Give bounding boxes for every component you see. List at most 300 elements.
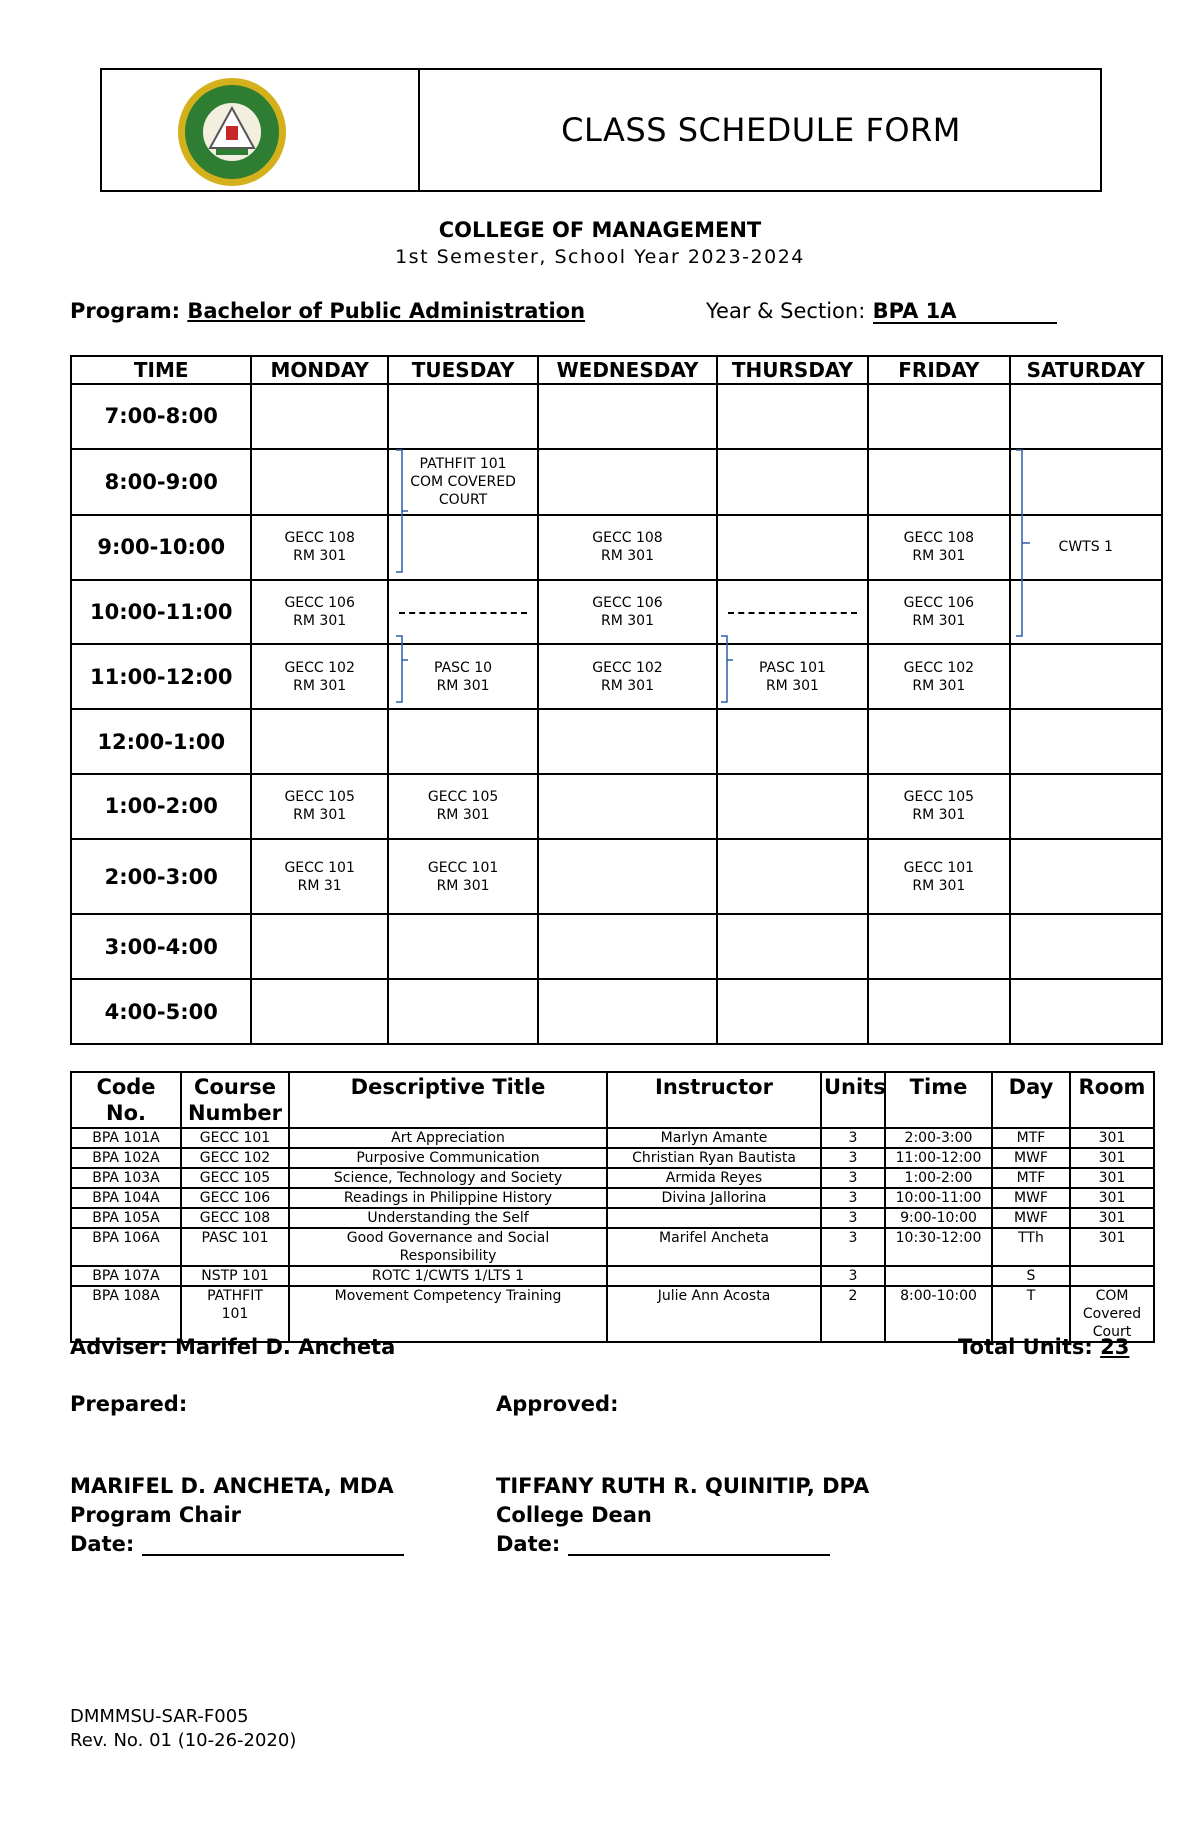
course-cell <box>992 1266 1070 1286</box>
schedule-header-time: TIME <box>71 356 251 384</box>
schedule-header-tuesday: TUESDAY <box>388 356 538 384</box>
course-cell-line: 301 <box>1098 1230 1126 1246</box>
schedule-cell-line: GECC 101 <box>427 859 499 876</box>
schedule-cell-line: RM 301 <box>912 877 966 894</box>
schedule-cell-line: COM COVERED <box>410 473 516 490</box>
course-cell-line: Movement Competency Training <box>334 1288 562 1304</box>
schedule-cell-line: COURT <box>438 491 488 508</box>
schedule-cell-line: GECC 102 <box>592 659 663 676</box>
time-slot: 7:00-8:00 <box>71 384 251 449</box>
adviser-name: Marifel D. Ancheta <box>174 1335 396 1359</box>
course-row <box>71 1208 1154 1228</box>
schedule-cell <box>538 580 716 645</box>
course-cell-line: 3 <box>848 1190 858 1206</box>
dash-separator <box>728 612 857 614</box>
course-cell <box>289 1266 607 1286</box>
schedule-cell-line: RM 301 <box>912 548 966 565</box>
course-cell-line: Court <box>1092 1324 1132 1340</box>
course-cell-line: PASC 101 <box>201 1230 269 1246</box>
schedule-cell <box>251 774 387 839</box>
schedule-cell <box>388 979 538 1044</box>
course-cell <box>71 1168 181 1188</box>
schedule-cell <box>717 449 868 515</box>
schedule-row <box>71 979 1162 1044</box>
course-cell <box>821 1188 885 1208</box>
course-cell <box>1070 1128 1154 1148</box>
schedule-cell-line: RM 301 <box>436 677 490 694</box>
schedule-body <box>71 384 1162 1044</box>
course-header-line: Time <box>909 1075 968 1099</box>
course-cell <box>71 1286 181 1342</box>
course-cell <box>821 1168 885 1188</box>
course-header-line: No. <box>106 1101 146 1125</box>
course-cell-line: 301 <box>1098 1210 1126 1226</box>
course-header <box>71 1072 181 1128</box>
course-cell <box>71 1148 181 1168</box>
schedule-row <box>71 774 1162 839</box>
course-row <box>71 1228 1154 1266</box>
schedule-row <box>71 644 1162 709</box>
course-header <box>181 1072 289 1128</box>
schedule-cell-line: GECC 105 <box>284 789 355 806</box>
schedule-cell <box>868 774 1009 839</box>
course-cell-line: Marlyn Amante <box>660 1130 768 1146</box>
course-cell-line: BPA 101A <box>92 1130 160 1146</box>
course-cell <box>71 1208 181 1228</box>
university-seal-icon <box>176 76 288 188</box>
adviser-label: Adviser: <box>70 1335 168 1359</box>
course-cell <box>181 1128 289 1148</box>
course-cell <box>607 1128 821 1148</box>
schedule-row <box>71 914 1162 979</box>
schedule-cell <box>538 384 716 449</box>
course-cell <box>885 1168 992 1188</box>
course-header-line: Room <box>1078 1075 1146 1099</box>
schedule-cell-line: GECC 105 <box>903 789 975 806</box>
course-cell <box>1070 1286 1154 1342</box>
schedule-cell <box>251 580 387 645</box>
course-cell-line: 2 <box>848 1288 858 1304</box>
approved-label: Approved: <box>496 1392 619 1416</box>
course-cell <box>71 1188 181 1208</box>
schedule-cell-line: GECC 105 <box>427 789 499 806</box>
schedule-cell-line: CWTS 1 <box>1058 539 1113 556</box>
course-cell <box>289 1208 607 1228</box>
schedule-cell-line: RM 301 <box>293 807 347 824</box>
schedule-cell-line: GECC 106 <box>592 595 663 612</box>
course-cell-line: 2:00-3:00 <box>904 1130 973 1146</box>
time-slot: 11:00-12:00 <box>71 644 251 709</box>
course-cell-line: 3 <box>848 1268 858 1284</box>
course-cell-line: BPA 108A <box>92 1288 160 1304</box>
schedule-cell <box>717 774 868 839</box>
course-cell <box>289 1286 607 1342</box>
prepared-date-blank <box>142 1532 404 1556</box>
course-cell-line: 11:00-12:00 <box>895 1150 982 1166</box>
course-cell-line: Understanding the Self <box>367 1210 529 1226</box>
schedule-cell <box>868 580 1009 645</box>
course-cell <box>885 1208 992 1228</box>
course-cell <box>289 1168 607 1188</box>
course-cell <box>1070 1168 1154 1188</box>
course-header <box>821 1072 885 1128</box>
schedule-cell <box>1010 644 1162 709</box>
course-header-row <box>71 1072 1154 1128</box>
time-slot: 8:00-9:00 <box>71 449 251 515</box>
schedule-cell <box>1010 914 1162 979</box>
schedule-cell-line: GECC 108 <box>592 530 663 547</box>
schedule-cell <box>538 449 716 515</box>
schedule-cell <box>388 914 538 979</box>
course-cell <box>71 1128 181 1148</box>
course-cell <box>821 1266 885 1286</box>
prepared-label: Prepared: <box>70 1392 188 1416</box>
course-cell-line: 9:00-10:00 <box>900 1210 977 1226</box>
course-cell-line: 3 <box>848 1210 858 1226</box>
schedule-cell-line: RM 301 <box>912 613 966 630</box>
schedule-cell-line: RM 31 <box>297 877 342 894</box>
schedule-cell <box>538 709 716 774</box>
course-cell <box>181 1188 289 1208</box>
course-cell-line: Art Appreciation <box>391 1130 505 1146</box>
course-cell <box>607 1208 821 1228</box>
course-header <box>607 1072 821 1128</box>
revision-number: Rev. No. 01 (10-26-2020) <box>70 1730 297 1751</box>
prepared-date-label: Date: <box>70 1532 135 1556</box>
schedule-cell <box>717 515 868 580</box>
schedule-cell-line: RM 301 <box>601 677 654 694</box>
course-cell <box>289 1128 607 1148</box>
course-cell-line: PATHFIT <box>207 1288 263 1304</box>
course-cell-line: BPA 106A <box>92 1230 160 1246</box>
course-cell-line: 10:30-12:00 <box>895 1230 982 1246</box>
schedule-cell-line: PATHFIT 101 <box>419 455 507 472</box>
schedule-cell <box>717 644 868 709</box>
form-code: DMMMSU-SAR-F005 <box>70 1706 249 1727</box>
schedule-cell <box>1010 515 1162 580</box>
course-cell <box>992 1208 1070 1228</box>
semester: 1st Semester, School Year 2023-2024 <box>395 246 805 268</box>
course-cell-line: 301 <box>1098 1150 1126 1166</box>
schedule-cell-line: RM 301 <box>293 613 347 630</box>
schedule-cell <box>388 384 538 449</box>
schedule-cell-line: RM 301 <box>436 877 490 894</box>
total-units-line <box>958 1335 1129 1359</box>
course-cell <box>289 1188 607 1208</box>
program-value: Bachelor of Public Administration <box>187 299 586 323</box>
course-cell-line: Divina Jallorina <box>661 1190 767 1206</box>
course-cell-line: Responsibility <box>399 1248 497 1264</box>
course-header-line: Code <box>96 1075 156 1099</box>
course-cell-line: MWF <box>1014 1210 1048 1226</box>
schedule-cell-line: RM 301 <box>436 807 490 824</box>
course-cell <box>992 1228 1070 1266</box>
course-cell <box>607 1168 821 1188</box>
course-cell-line: MWF <box>1014 1190 1048 1206</box>
year-section-label: Year & Section: <box>706 299 866 323</box>
course-cell-line: Science, Technology and Society <box>333 1170 563 1186</box>
schedule-cell-line: GECC 101 <box>903 859 975 876</box>
time-slot: 2:00-3:00 <box>71 839 251 914</box>
schedule-cell <box>1010 709 1162 774</box>
course-header-line: Instructor <box>655 1075 773 1099</box>
college-name: COLLEGE OF MANAGEMENT <box>438 218 762 242</box>
total-units-value: 23 <box>1100 1335 1130 1359</box>
schedule-row <box>71 839 1162 914</box>
course-cell <box>71 1228 181 1266</box>
approved-position: College Dean <box>496 1503 652 1527</box>
course-cell <box>181 1228 289 1266</box>
course-cell-line: BPA 103A <box>92 1170 160 1186</box>
course-cell <box>885 1266 992 1286</box>
course-cell <box>821 1208 885 1228</box>
schedule-cell <box>538 979 716 1044</box>
total-units-label: Total Units: <box>958 1335 1093 1359</box>
schedule-cell <box>1010 580 1162 645</box>
form-title: CLASS SCHEDULE FORM <box>561 111 961 149</box>
course-cell-line: 301 <box>1098 1190 1126 1206</box>
course-cell-line: NSTP 101 <box>201 1268 269 1284</box>
schedule-cell <box>251 449 387 515</box>
course-header <box>1070 1072 1154 1128</box>
course-row <box>71 1168 1154 1188</box>
course-cell-line: Christian Ryan Bautista <box>632 1150 796 1166</box>
year-section-value: BPA 1A <box>873 300 1057 324</box>
course-cell-line: 3 <box>848 1170 858 1186</box>
schedule-grid <box>70 355 1163 1045</box>
schedule-cell-line: GECC 102 <box>903 659 975 676</box>
schedule-header-row <box>71 356 1162 384</box>
course-cell <box>607 1188 821 1208</box>
schedule-cell-line: RM 301 <box>293 548 347 565</box>
course-cell-line: MTF <box>1016 1130 1046 1146</box>
course-cell-line: GECC 106 <box>199 1190 271 1206</box>
form-header <box>100 68 1102 192</box>
course-header-line: Descriptive Title <box>350 1075 546 1099</box>
schedule-cell <box>717 580 868 645</box>
schedule-cell <box>868 449 1009 515</box>
schedule-cell-line: GECC 106 <box>903 595 975 612</box>
prepared-date <box>70 1532 404 1556</box>
course-cell-line: BPA 105A <box>92 1210 160 1226</box>
course-cell-line: 3 <box>848 1130 858 1146</box>
course-cell-line: 3 <box>848 1150 858 1166</box>
schedule-cell <box>251 709 387 774</box>
prepared-position: Program Chair <box>70 1503 242 1527</box>
course-cell-line: COM <box>1095 1288 1129 1304</box>
schedule-cell <box>388 644 538 709</box>
schedule-cell <box>717 979 868 1044</box>
course-cell <box>1070 1208 1154 1228</box>
course-cell-line: 301 <box>1098 1170 1126 1186</box>
schedule-cell-line: GECC 106 <box>284 595 355 612</box>
course-cell <box>289 1148 607 1168</box>
time-slot: 12:00-1:00 <box>71 709 251 774</box>
course-cell <box>992 1286 1070 1342</box>
course-cell-line: MTF <box>1016 1170 1046 1186</box>
course-cell <box>992 1128 1070 1148</box>
course-cell <box>821 1228 885 1266</box>
logo-cell <box>102 70 420 190</box>
schedule-cell <box>717 839 868 914</box>
course-cell-line: Julie Ann Acosta <box>657 1288 771 1304</box>
schedule-cell <box>388 449 538 515</box>
time-slot: 10:00-11:00 <box>71 580 251 645</box>
course-cell-line: 10:00-11:00 <box>895 1190 982 1206</box>
course-cell <box>1070 1188 1154 1208</box>
schedule-cell <box>251 914 387 979</box>
schedule-cell <box>717 709 868 774</box>
schedule-cell-line: GECC 108 <box>284 530 355 547</box>
course-header-line: Course <box>194 1075 276 1099</box>
schedule-cell <box>868 839 1009 914</box>
course-cell <box>885 1188 992 1208</box>
course-cell <box>885 1148 992 1168</box>
course-cell <box>821 1148 885 1168</box>
schedule-cell <box>388 839 538 914</box>
time-slot: 3:00-4:00 <box>71 914 251 979</box>
time-slot: 9:00-10:00 <box>71 515 251 580</box>
schedule-cell <box>251 515 387 580</box>
schedule-row <box>71 580 1162 645</box>
schedule-cell <box>868 709 1009 774</box>
schedule-cell-line: GECC 102 <box>284 659 355 676</box>
approved-date <box>496 1532 830 1556</box>
course-cell-line: TTh <box>1018 1230 1044 1246</box>
approved-name: TIFFANY RUTH R. QUINITIP, DPA <box>496 1474 870 1498</box>
course-cell <box>181 1148 289 1168</box>
course-row <box>71 1188 1154 1208</box>
course-cell-line: 301 <box>1098 1130 1126 1146</box>
course-cell <box>992 1148 1070 1168</box>
course-cell-line: ROTC 1/CWTS 1/LTS 1 <box>371 1268 525 1284</box>
course-cell <box>607 1286 821 1342</box>
course-cell-line: BPA 107A <box>92 1268 160 1284</box>
course-header-line: Units <box>824 1075 886 1099</box>
course-row <box>71 1148 1154 1168</box>
course-cell-line: BPA 102A <box>92 1150 160 1166</box>
course-cell-line: S <box>1026 1268 1036 1284</box>
schedule-cell <box>538 839 716 914</box>
schedule-cell <box>538 644 716 709</box>
course-cell-line: GECC 108 <box>199 1210 271 1226</box>
course-header <box>992 1072 1070 1128</box>
course-cell <box>607 1266 821 1286</box>
course-cell <box>71 1266 181 1286</box>
schedule-cell <box>1010 839 1162 914</box>
schedule-cell <box>388 709 538 774</box>
schedule-cell-line: RM 301 <box>912 807 966 824</box>
course-row <box>71 1128 1154 1148</box>
schedule-cell-line: PASC 10 <box>434 659 493 676</box>
adviser-line <box>70 1335 395 1359</box>
course-header <box>885 1072 992 1128</box>
course-body <box>71 1128 1154 1342</box>
schedule-cell <box>1010 384 1162 449</box>
course-cell <box>181 1266 289 1286</box>
course-cell <box>607 1228 821 1266</box>
course-cell <box>607 1148 821 1168</box>
course-cell <box>1070 1266 1154 1286</box>
year-section-line <box>706 299 1057 324</box>
schedule-cell <box>251 384 387 449</box>
program-line <box>70 299 585 323</box>
schedule-cell <box>717 914 868 979</box>
course-cell-line: T <box>1026 1288 1036 1304</box>
schedule-cell-line: GECC 101 <box>284 859 355 876</box>
course-cell-line: Covered <box>1082 1306 1142 1322</box>
course-cell <box>821 1128 885 1148</box>
schedule-header-thursday: THURSDAY <box>717 356 868 384</box>
schedule-row <box>71 449 1162 515</box>
course-cell-line: GECC 105 <box>199 1170 271 1186</box>
schedule-row <box>71 709 1162 774</box>
schedule-cell <box>538 515 716 580</box>
course-cell-line: BPA 104A <box>92 1190 160 1206</box>
course-header-line: Number <box>187 1101 283 1125</box>
course-cell-line: 1:00-2:00 <box>904 1170 973 1186</box>
schedule-cell <box>868 979 1009 1044</box>
schedule-cell <box>1010 774 1162 839</box>
schedule-cell <box>868 515 1009 580</box>
time-slot: 1:00-2:00 <box>71 774 251 839</box>
schedule-cell <box>538 774 716 839</box>
schedule-cell <box>717 384 868 449</box>
program-label: Program: <box>70 299 181 323</box>
course-cell-line: MWF <box>1014 1150 1048 1166</box>
schedule-cell <box>251 839 387 914</box>
schedule-cell <box>868 914 1009 979</box>
schedule-cell <box>868 384 1009 449</box>
schedule-cell <box>251 979 387 1044</box>
schedule-cell <box>388 774 538 839</box>
course-cell <box>821 1286 885 1342</box>
schedule-cell-line: PASC 101 <box>758 659 826 676</box>
schedule-cell-line: RM 301 <box>293 677 347 694</box>
course-table <box>70 1071 1155 1343</box>
schedule-cell <box>251 644 387 709</box>
course-cell-line: Marifel Ancheta <box>659 1230 769 1246</box>
course-cell <box>885 1128 992 1148</box>
course-row <box>71 1266 1154 1286</box>
course-cell-line: 101 <box>221 1306 249 1322</box>
schedule-cell-line: RM 301 <box>601 613 654 630</box>
course-cell <box>885 1228 992 1266</box>
prepared-name: MARIFEL D. ANCHETA, MDA <box>70 1474 394 1498</box>
course-cell-line: 8:00-10:00 <box>900 1288 977 1304</box>
schedule-cell-line: RM 301 <box>601 548 654 565</box>
schedule-cell-line: RM 301 <box>765 677 819 694</box>
course-cell <box>885 1286 992 1342</box>
course-header <box>289 1072 607 1128</box>
course-cell-line: Purposive Communication <box>356 1150 540 1166</box>
course-cell-line: Armida Reyes <box>665 1170 763 1186</box>
schedule-header-friday: FRIDAY <box>868 356 1009 384</box>
course-cell-line: GECC 101 <box>199 1130 271 1146</box>
approved-date-label: Date: <box>496 1532 561 1556</box>
course-cell <box>992 1188 1070 1208</box>
schedule-row <box>71 515 1162 580</box>
course-cell-line: Readings in Philippine History <box>343 1190 553 1206</box>
course-cell <box>289 1228 607 1266</box>
schedule-cell <box>1010 449 1162 515</box>
schedule-cell <box>538 914 716 979</box>
course-row <box>71 1286 1154 1342</box>
dash-separator <box>399 612 527 614</box>
schedule-row <box>71 384 1162 449</box>
course-cell <box>992 1168 1070 1188</box>
schedule-cell <box>388 580 538 645</box>
